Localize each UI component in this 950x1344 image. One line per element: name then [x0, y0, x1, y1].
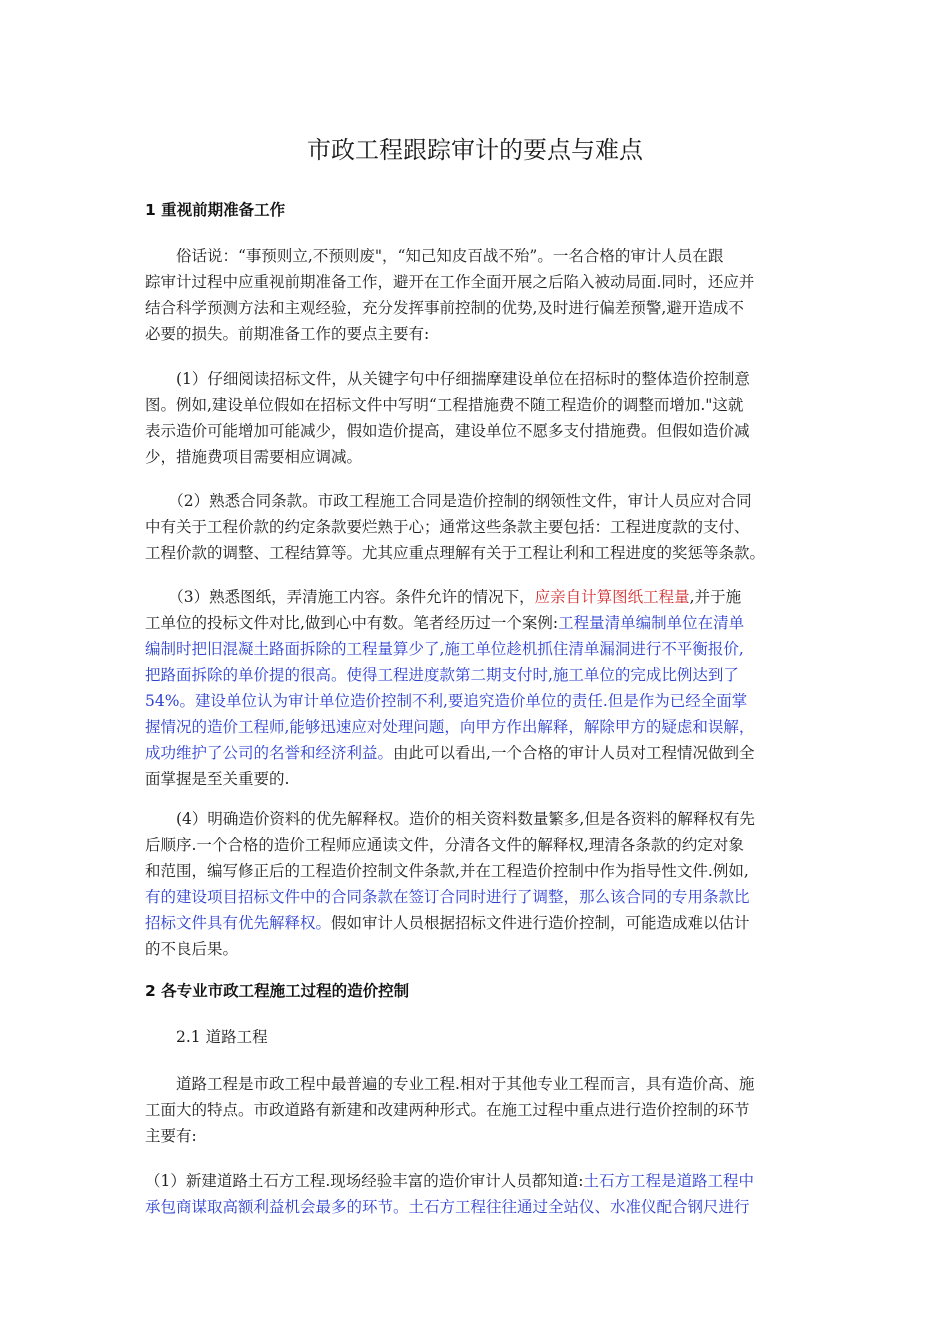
highlight-blue-text: 招标文件具有优先解释权。 — [145, 914, 332, 932]
text-run: ,并于施 — [689, 588, 742, 606]
paragraph-1 — [145, 243, 807, 347]
document-title: 市政工程跟踪审计的要点与难点 — [307, 136, 643, 164]
paragraph-line: 中有关于工程价款的约定条款要烂熟于心；通常这些条款主要包括：工程进度款的支付、 — [145, 518, 750, 536]
highlight-red-text: 应亲自计算图纸工程量 — [534, 588, 690, 606]
paragraph-line: （2）熟悉合同条款。市政工程施工合同是造价控制的纲领性文件，审计人员应对合同 — [145, 492, 752, 510]
section-heading-2: 2 各专业市政工程施工过程的造价控制 — [145, 982, 410, 1000]
paragraph-line: 工程价款的调整、工程结算等。尤其应重点理解有关于工程让利和工程进度的奖惩等条款。 — [145, 544, 766, 562]
text-run: 工单位的投标文件对比,做到心中有数。笔者经历过一个案例: — [145, 614, 559, 632]
paragraph-line: 握情况的造价工程师,能够迅速应对处理问题，向甲方作出解释，解除甲方的疑虑和误解， — [145, 718, 755, 736]
paragraph-line — [145, 610, 807, 636]
paragraph-7 — [145, 1168, 807, 1220]
highlight-blue-text: 工程量清单编制单位在清单 — [558, 614, 745, 632]
paragraph-4 — [145, 584, 807, 792]
paragraph-line: (1）仔细阅读招标文件，从关键字句中仔细揣摩建设单位在招标时的整体造价控制意 — [145, 370, 750, 388]
paragraph-line: 承包商谋取高额利益机会最多的环节。土石方工程往往通过全站仪、水准仪配合钢尺进行 — [145, 1198, 750, 1216]
paragraph-line — [145, 910, 807, 936]
paragraph-6 — [145, 1071, 807, 1149]
paragraph-line: 少，措施费项目需要相应调减。 — [145, 448, 363, 466]
paragraph-line: 俗话说：“事预则立,不预则废"，“知己知皮百战不殆”。一名合格的审计人员在跟 — [145, 247, 724, 265]
paragraph-2 — [145, 366, 807, 470]
text-run: 假如审计人员根据招标文件进行造价控制，可能造成难以估计 — [331, 914, 750, 932]
paragraph-line: 主要有: — [145, 1127, 197, 1145]
paragraph-line: 工面大的特点。市政道路有新建和改建两种形式。在施工过程中重点进行造价控制的环节 — [145, 1101, 750, 1119]
paragraph-line: 结合科学预测方法和主观经验，充分发挥事前控制的优势,及时进行偏差预警,避开造成不 — [145, 299, 744, 317]
paragraph-line: 必要的损失。前期准备工作的要点主要有: — [145, 325, 430, 343]
section-heading-1: 1 重视前期准备工作 — [145, 201, 286, 219]
subsection-heading-2-1: 2.1 道路工程 — [176, 1028, 268, 1046]
paragraph-line: 把路面拆除的单价提的很高。使得工程进度款第二期支付时,施工单位的完成比例达到了 — [145, 666, 739, 684]
paragraph-line: 道路工程是市政工程中最普遍的专业工程.相对于其他专业工程而言，具有造价高、施 — [145, 1075, 755, 1093]
paragraph-line: 和范围，编写修正后的工程造价控制文件条款,并在工程造价控制中作为指导性文件.例如, — [145, 862, 749, 880]
text-run: （1）新建道路土石方工程.现场经验丰富的造价审计人员都知道: — [145, 1172, 584, 1190]
paragraph-3 — [145, 488, 807, 566]
text-run: （3）熟悉图纸，弄清施工内容。条件允许的情况下， — [145, 588, 535, 606]
paragraph-line: 后顺序.一个合格的造价工程师应通读文件，分清各文件的解释权,理清各条款的约定对象 — [145, 836, 744, 854]
paragraph-line: 编制时把旧混凝土路面拆除的工程量算少了,施工单位趁机抓住清单漏洞进行不平衡报价, — [145, 640, 744, 658]
paragraph-5 — [145, 806, 807, 962]
paragraph-line: 有的建设项目招标文件中的合同条款在签订合同时进行了调整，那么该合同的专用条款比 — [145, 888, 750, 906]
paragraph-line: (4）明确造价资料的优先解释权。造价的相关资料数量繁多,但是各资料的解释权有先 — [145, 810, 755, 828]
highlight-blue-text: 成功维护了公司的名誉和经济利益。 — [145, 744, 394, 762]
paragraph-line — [145, 1168, 807, 1194]
paragraph-line: 54%。建设单位认为审计单位造价控制不利,要追究造价单位的责任.但是作为已经全面掌 — [145, 692, 748, 710]
paragraph-line: 面掌握是至关重要的. — [145, 770, 290, 788]
highlight-blue-text: 土石方工程是道路工程中 — [583, 1172, 755, 1190]
paragraph-line — [145, 584, 807, 610]
paragraph-line — [145, 740, 807, 766]
paragraph-line: 图。例如,建设单位假如在招标文件中写明“工程措施费不随工程造价的调整而增加."这就 — [145, 396, 744, 414]
paragraph-line: 的不良后果。 — [145, 940, 239, 958]
text-run: 由此可以看出,一个合格的审计人员对工程情况做到全 — [393, 744, 755, 762]
paragraph-line: 踪审计过程中应重视前期准备工作，避开在工作全面开展之后陷入被动局面.同时，还应并 — [145, 273, 755, 291]
paragraph-line: 表示造价可能增加可能减少，假如造价提高，建设单位不愿多支付措施费。但假如造价减 — [145, 422, 750, 440]
